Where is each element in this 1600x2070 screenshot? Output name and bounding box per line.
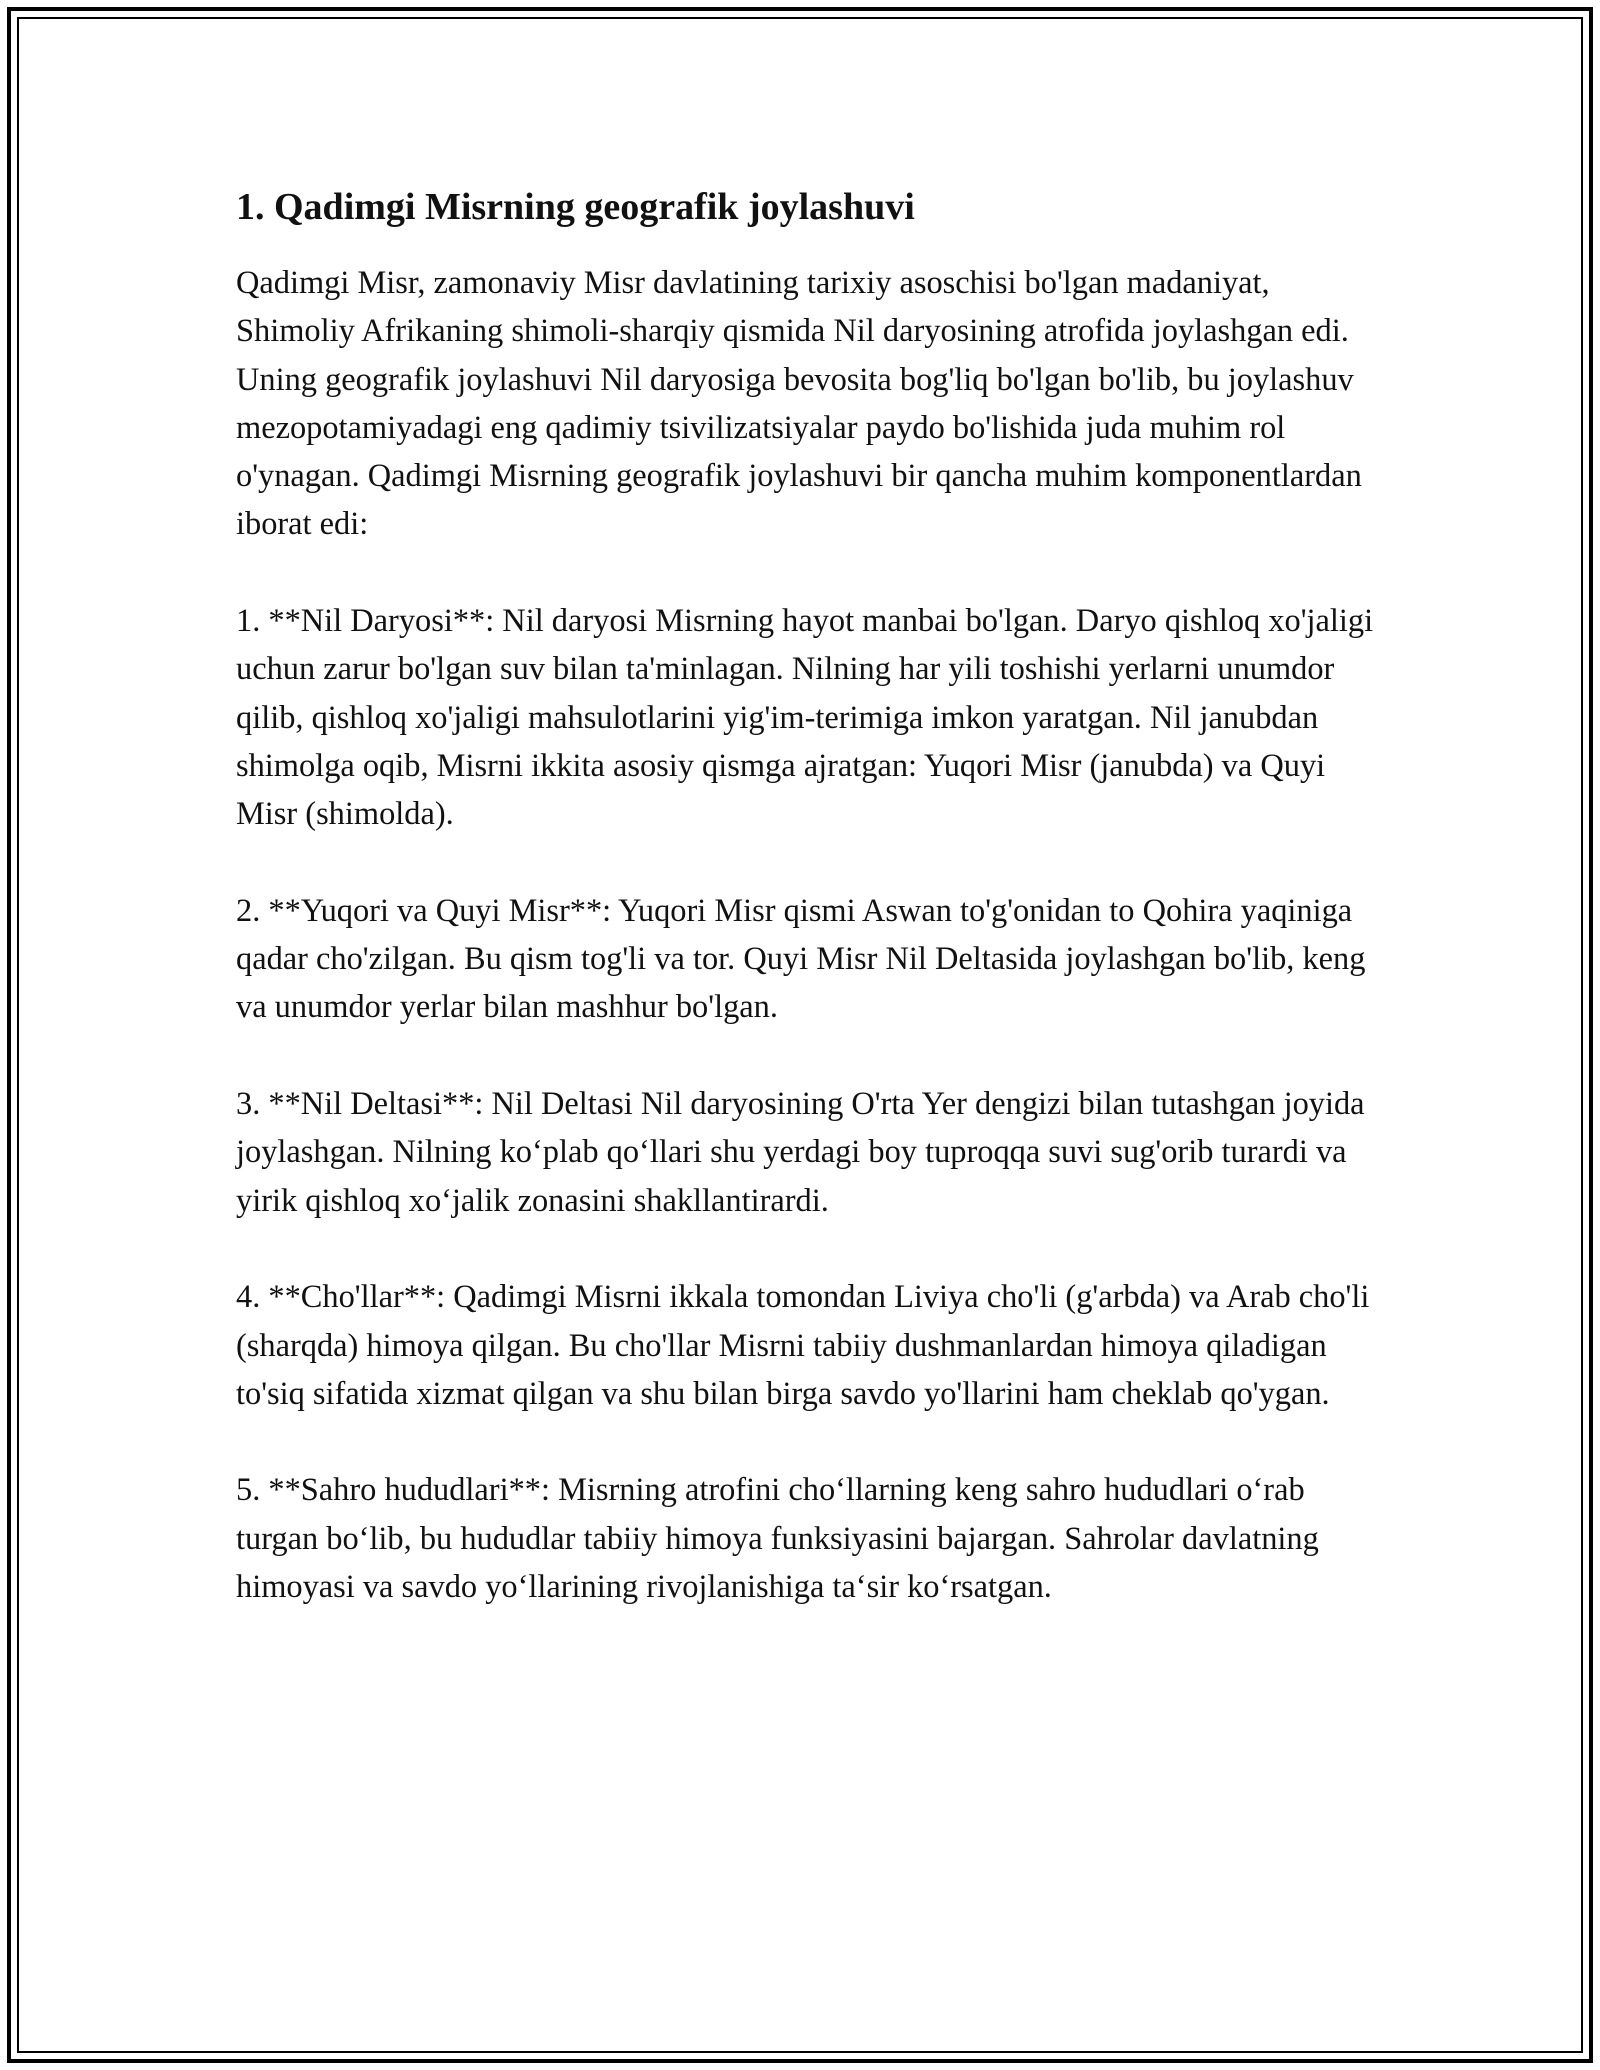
document-body — [236, 183, 1376, 1660]
list-item-nil-deltasi: 3. **Nil Deltasi**: Nil Deltasi Nil daryosining O'rta Yer dengizi bilan tutashgan joyida joylashgan. Nilning ko‘plab qo‘llari shu yerdagi boy tuproqqa suvi sug'orib turardi va yirik qishloq xo‘jalik zonasini shakllantirardi. — [236, 1086, 1365, 1219]
page-title: 1. Qadimgi Misrning geografik joylashuvi — [236, 186, 915, 228]
list-item-yuqori-quyi-misr: 2. **Yuqori va Quyi Misr**: Yuqori Misr qismi Aswan to'g'onidan to Qohira yaqiniga qadar cho'zilgan. Bu qism tog'li va tor. Quyi Misr Nil Deltasida joylashgan bo'lib, keng va unumdor yerlar bilan mashhur bo'lgan. — [236, 892, 1366, 1026]
list-item-chollar: 4. **Cho'llar**: Qadimgi Misrni ikkala tomondan Liviya cho'li (g'arbda) va Arab cho'li (sharqda) himoya qilgan. Bu cho'llar Misrni tabiiy dushmanlardan himoya qiladigan to'siq sifatida xizmat qilgan va shu bilan birga savdo yo'llarini ham cheklab qo'ygan. — [236, 1279, 1370, 1412]
list-item-nil-daryosi: 1. **Nil Daryosi**: Nil daryosi Misrning hayot manbai bo'lgan. Daryo qishloq xo'jaligi uchun zarur bo'lgan suv bilan ta'minlagan. Nilning har yili toshishi yerlarni unumdor qilib, qishloq xo'jaligi mahsulotlarini yig'im-terimiga imkon yaratgan. Nil janubdan shimolga oqib, Misrni ikkita asosiy qismga ajratgan: Yuqori Misr (janubda) va Quyi Misr (shimolda). — [236, 603, 1374, 833]
intro-paragraph: Qadimgi Misr, zamonaviy Misr davlatining tarixiy asoschisi bo'lgan madaniyat, Shimoliy Afrikaning shimoli-sharqiy qismida Nil daryosining atrofida joylashgan edi. Uning geografik joylashuvi Nil daryosiga bevosita bog'liq bo'lgan bo'lib, bu joylashuv mezopotamiyadagi eng qadimiy tsivilizatsiyalar paydo bo'lishida juda muhim rol o'ynagan. Qadimgi Misrning geografik joylashuvi bir qancha muhim komponentlardan iborat edi: — [236, 265, 1362, 543]
list-item-sahro-hududlari: 5. **Sahro hududlari**: Misrning atrofini cho‘llarning keng sahro hududlari o‘rab turgan bo‘lib, bu hududlar tabiiy himoya funksiyasini bajargan. Sahrolar davlatning himoyasi va savdo yo‘llarining rivojlanishiga ta‘sir ko‘rsatgan. — [236, 1472, 1319, 1606]
